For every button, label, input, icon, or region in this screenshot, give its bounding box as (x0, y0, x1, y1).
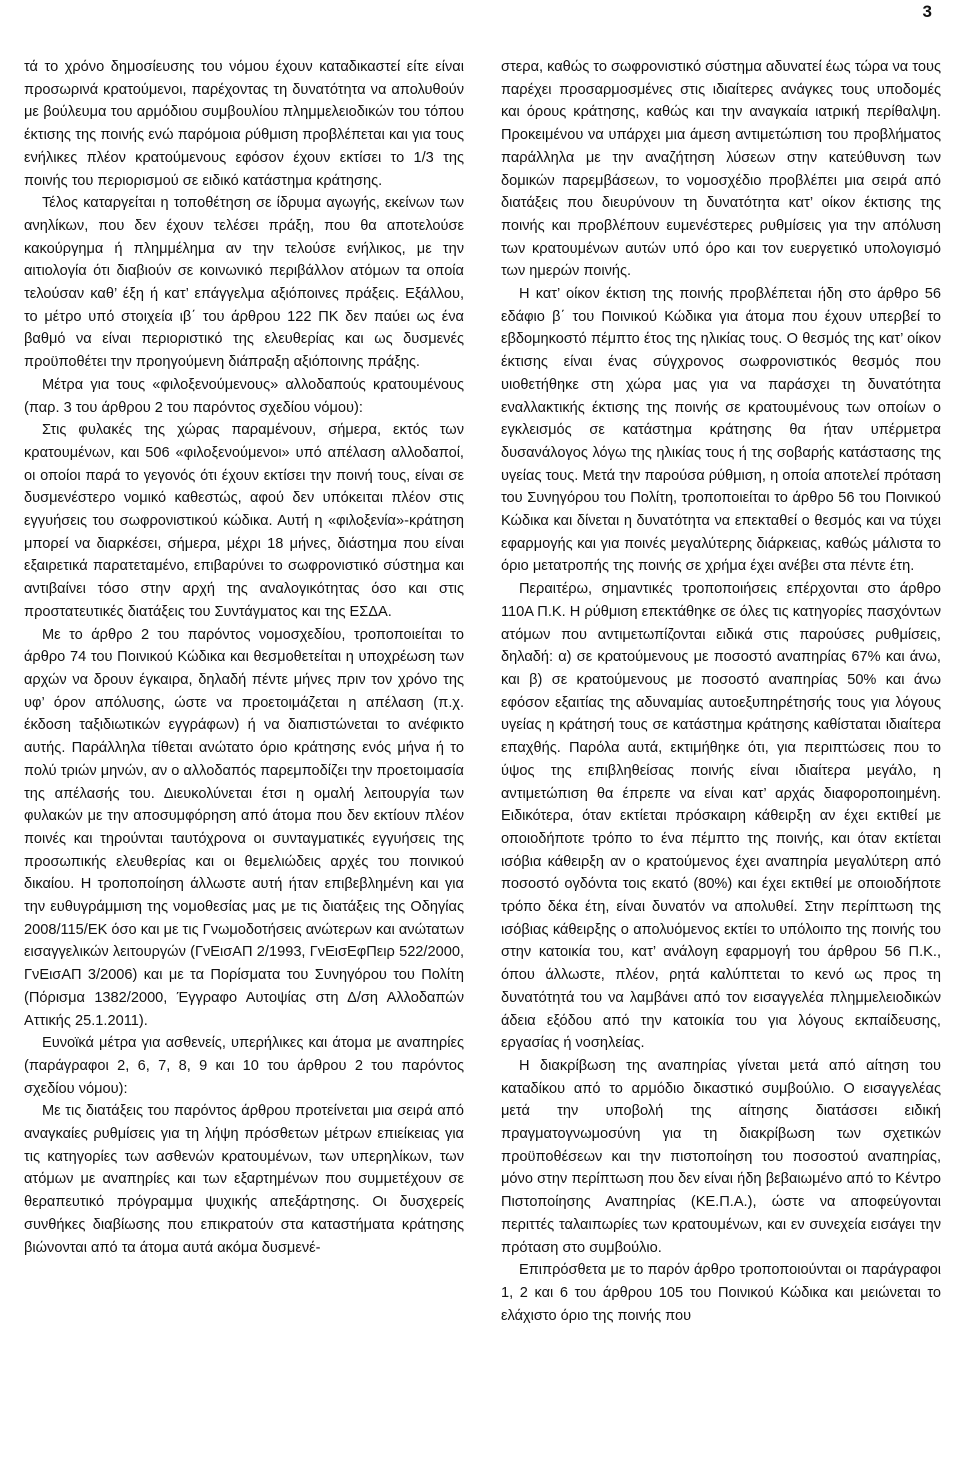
paragraph: τά το χρόνο δημοσίευσης του νόμου έχουν καταδικαστεί είτε είναι προσωρινά κρατούμενοι, παρέχοντας τη δυνατότητα να απολυθούν με βούλευμα του αρμόδιου συμβουλίου πλημμελειοδικών του τόπου έκτισης της ποινής ενώ παρόμοια ρύθμιση προβλέπεται και για τους ενήλικες πλέον κρατούμενους εφόσον έχουν εκτίσει το 1/3 της ποινής του περιορισμού σε ειδικό κατάστημα κράτησης. (24, 59, 464, 189)
paragraph: Ευνοϊκά μέτρα για ασθενείς, υπερήλικες και άτομα με αναπηρίες (παράγραφοι 2, 6, 7, 8, 9 και 10 του άρθρου 2 του παρόντος σχεδίου νόμου): (24, 1035, 464, 1097)
page-number: 3 (922, 2, 932, 21)
paragraph: Τέλος καταργείται η τοποθέτηση σε ίδρυμα αγωγής, εκείνων των ανηλίκων, που δεν έχουν τελέσει πράξη, που θα αποτελούσε κακούργημα ή πλημμέλημα αν την τελούσε ενήλικος, με την αιτιολογία ότι διαβιούν σε κοινωνικό περιβάλλον ατόμων τα οποία τελούσαν καθ’ έξη ή κατ’ επάγγελμα αξιόποινες πράξεις. Εξάλλου, το μέτρο υπό στοιχεία ιβ΄ του άρθρου 122 ΠΚ δεν παύει ως ένα βαθμό να είναι περιοριστικό της ελευθερίας και ως δυσμενές προϋποθέτει την προηγούμενη διάπραξη αξιόποινης πράξης. (24, 195, 464, 371)
paragraph: Η διακρίβωση της αναπηρίας γίνεται μετά από αίτηση του καταδίκου από το αρμόδιο δικαστικό συμβούλιο. Ο εισαγγελέας μετά την υποβολή της αίτησης διατάσσει ειδική πραγματογνωμοσύνη για τη διακρίβωση των σχετικών προϋποθέσεων και την πιστοποίηση του ποσοστού αναπηρίας, μόνο στην περίπτωση που δεν είναι ήδη βεβαιωμένο από το Κέντρο Πιστοποίησης Αναπηρίας (ΚΕ.Π.Α.), ώστε να αποφεύγονται περιττές ταλαιπωρίες των κρατουμένων, και εν συνεχεία εισάγει την πρόταση στο συμβούλιο. (501, 1057, 941, 1256)
paragraph: Μέτρα για τους «φιλοξενούμενους» αλλοδαπούς κρατουμένους (παρ. 3 του άρθρου 2 του παρόντος σχεδίου νόμου): (24, 376, 464, 416)
right-column (501, 56, 941, 1476)
paragraph: στερα, καθώς το σωφρονιστικό σύστημα αδυνατεί έως τώρα να τους παρέχει προσαρμοσμένες στις ιδιαίτερες ανάγκες τους υποδομές και όρους κράτησης, καθώς και την αναγκαία ιατρική περίθαλψη. Προκειμένου να υπάρχει μια άμεση αντιμετώπιση του προβλήματος παράλληλα με την αναζήτηση λύσεων στην κατεύθυνση των δομικών παρεμβάσεων, το νομοσχέδιο προβλέπει μια σειρά από διατάξεις που διευρύνουν τη δυνατότητα κατ’ οίκον έκτισης της ποινής και προβλέπουν ευμενέστερες ρυθμίσεις για την απόλυση των κρατουμένων αυτών υπό όρο και τον ευεργετικό υπολογισμό των ημερών ποινής. (501, 59, 941, 280)
paragraph: Με το άρθρο 2 του παρόντος νομοσχεδίου, τροποποιείται το άρθρο 74 του Ποινικού Κώδικα και θεσμοθετείται η υποχρέωση των αρχών να δρουν έγκαιρα, δηλαδή πέντε μήνες πριν τον χρόνο της υφ’ όρον απόλυσης, ώστε να προετοιμάζεται η απέλαση (π.χ. έκδοση ταξιδιωτικών εγγράφων) ή να διαπιστώνεται το ανέφικτο αυτής. Παράλληλα τίθεται ανώτατο όριο κράτησης ενός μήνα ή το πολύ τριών μηνών, αν ο αλλοδαπός παρεμποδίζει την προετοιμασία της απέλασής του. Διευκολύνεται έτσι η ομαλή λειτουργία των φυλακών με την αποσυμφόρηση από άτομα που δεν εκτίουν πλέον ποινές και τηρούνται ταυτόχρονα οι συνταγματικές εγγυήσεις της προσωπικής ελευθερίας και οι θεμελιώδεις αρχές του ποινικού δικαίου. Η τροποποίηση άλλωστε αυτή ήταν επιβεβλημένη και για την ευθυγράμμιση της νομοθεσίας μας με τις διατάξεις της Οδηγίας 2008/115/ΕΚ όσο και με τις Γνωμοδοτήσεις ανώτερων και ανώτατων εισαγγελικών λειτουργών (ΓνΕισΑΠ 2/1993, ΓνΕισΕφΠειρ 522/2000, ΓνΕισΑΠ 3/2006) και με τα Πορίσματα του Συνηγόρου του Πολίτη (Πόρισμα 1382/2000, Έγγραφο Αυτοψίας στη Δ/ση Αλλοδαπών Αττικής 25.1.2011). (24, 626, 464, 1029)
paragraph: Με τις διατάξεις του παρόντος άρθρου προτείνεται μια σειρά από αναγκαίες ρυθμίσεις για τη λήψη πρόσθετων μέτρων επιείκειας για τις κατηγορίες των ασθενών κρατουμένων, των υπερηλίκων, των ατόμων με αναπηρίες και των εξαρτημένων που συμμετέχουν σε θεραπευτικό πρόγραμμα ψυχικής απεξάρτησης. Οι δυσχερείς συνθήκες διαβίωσης που επικρατούν στα καταστήματα κράτησης βιώνονται από τα άτομα αυτά ακόμα δυσμενέ- (24, 1103, 464, 1256)
paragraph: Επιπρόσθετα με το παρόν άρθρο τροποποιούνται οι παράγραφοι 1, 2 και 6 του άρθρου 105 του Ποινικού Κώδικα και μειώνεται το ελάχιστο όριο της ποινής που (501, 1262, 941, 1324)
left-column (24, 56, 464, 1476)
paragraph: Η κατ’ οίκον έκτιση της ποινής προβλέπεται ήδη στο άρθρο 56 εδάφιο β΄ του Ποινικού Κώδικα για άτομα που έχουν υπερβεί το εβδομηκοστό πέμπτο έτος της ηλικίας τους. Ο θεσμός της κατ’ οίκον έκτισης είναι ένας σύγχρονος σωφρονιστικός θεσμός που υιοθετήθηκε στη χώρα μας για να παράσχει τη δυνατότητα εναλλακτικής έκτισης της ποινής σε κρατουμένους των οποίων ο εγκλεισμός σε κατάστημα κράτησης θα ήταν υπέρμετρα δυσανάλογος λόγω της ηλικίας τους ή της σοβαρής κατάστασης της υγείας τους. Μετά την παρούσα ρύθμιση, η οποία αποτελεί πρόταση του Συνηγόρου του Πολίτη, τροποποιείται το άρθρο 56 του Ποινικού Κώδικα και δίνεται η δυνατότητα να επεκταθεί ο θεσμός και να τύχει εφαρμογής και για ποινές μεγαλύτερης διάρκειας, καθώς μάλιστα το όριο μετατροπής της ποινής σε χρήμα έχει ανέβει στα πέντε έτη. (501, 286, 941, 575)
paragraph: Περαιτέρω, σημαντικές τροποποιήσεις επέρχονται στο άρθρο 110Α Π.Κ. Η ρύθμιση επεκτάθηκε σε όλες τις κατηγορίες πασχόντων ατόμων που αντιμετωπίζονται ειδικά στις παρούσες ρυθμίσεις, δηλαδή: α) σε κρατούμενους με ποσοστό αναπηρίας 67% και άνω, και β) σε κρατούμενους με ποσοστό αναπηρίας 50% και άνω εφόσον εξαιτίας της αδυναμίας αυτοεξυπηρέτησής τους για λόγους υγείας η κράτησή τους σε κατάστημα κράτησης καθίσταται ιδιαίτερα επαχθής. Παρόλα αυτά, εκτιμήθηκε ότι, για περιπτώσεις που το ύψος της επιβληθείσας ποινής είναι ιδιαίτερα μεγάλο, η αντιμετώπιση θα έπρεπε να είναι κατ’ αρχάς διαφοροποιημένη. Ειδικότερα, όταν εκτίεται πρόσκαιρη κάθειρξη αν έχει εκτιθεί με οποιοδήποτε τρόπο το ένα πέμπτο της ποινής, και όταν εκτίεται ισόβια κάθειρξη αν ο κρατούμενος έχει αναπηρία μεγαλύτερη από ποσοστό ογδόντα τοις εκατό (80%) και έχει εκτιθεί με οποιοδήποτε τρόπο δέκα έτη, είναι δυνατόν να απολυθεί. Στην περίπτωση της ισόβιας κάθειρξης ο απολυόμενος εκτίει το υπόλοιπο της ποινής του στην κατοικία του, κατ’ ανάλογη εφαρμογή του άρθρου 56 Π.Κ., όπου άλλωστε, πλέον, ρητά καλύπτεται το κενό ως προς τη δυνατότητά του να λαμβάνει από τον εισαγγελέα πλημμελειοδικών άδεια εξόδου από την κατοικία του για λόγους εκπαίδευσης, εργασίας ή νοσηλείας. (501, 581, 941, 1052)
two-column-body (24, 56, 941, 1476)
paragraph: Στις φυλακές της χώρας παραμένουν, σήμερα, εκτός των κρατουμένων, και 506 «φιλοξενούμενοι» υπό απέλαση αλλοδαποί, οι οποίοι παρά το γεγονός ότι έχουν εκτίσει την ποινή τους, είναι σε δυσμενέστερο νομικό καθεστώς, αφού δεν υπόκειται πλέον στις εγγυήσεις του σωφρονιστικού κώδικα. Αυτή η «φιλοξενία»-κράτηση μπορεί να διαρκέσει, σήμερα, μέχρι 18 μήνες, διάστημα που είναι εξαιρετικά παρατεταμένο, επιβαρύνει το σωφρονιστικό σύστημα και αντιβαίνει τόσο στην αρχή της αναλογικότητας όσο και στις προστατευτικές διατάξεις του Συντάγματος και της ΕΣΔΑ. (24, 422, 464, 620)
